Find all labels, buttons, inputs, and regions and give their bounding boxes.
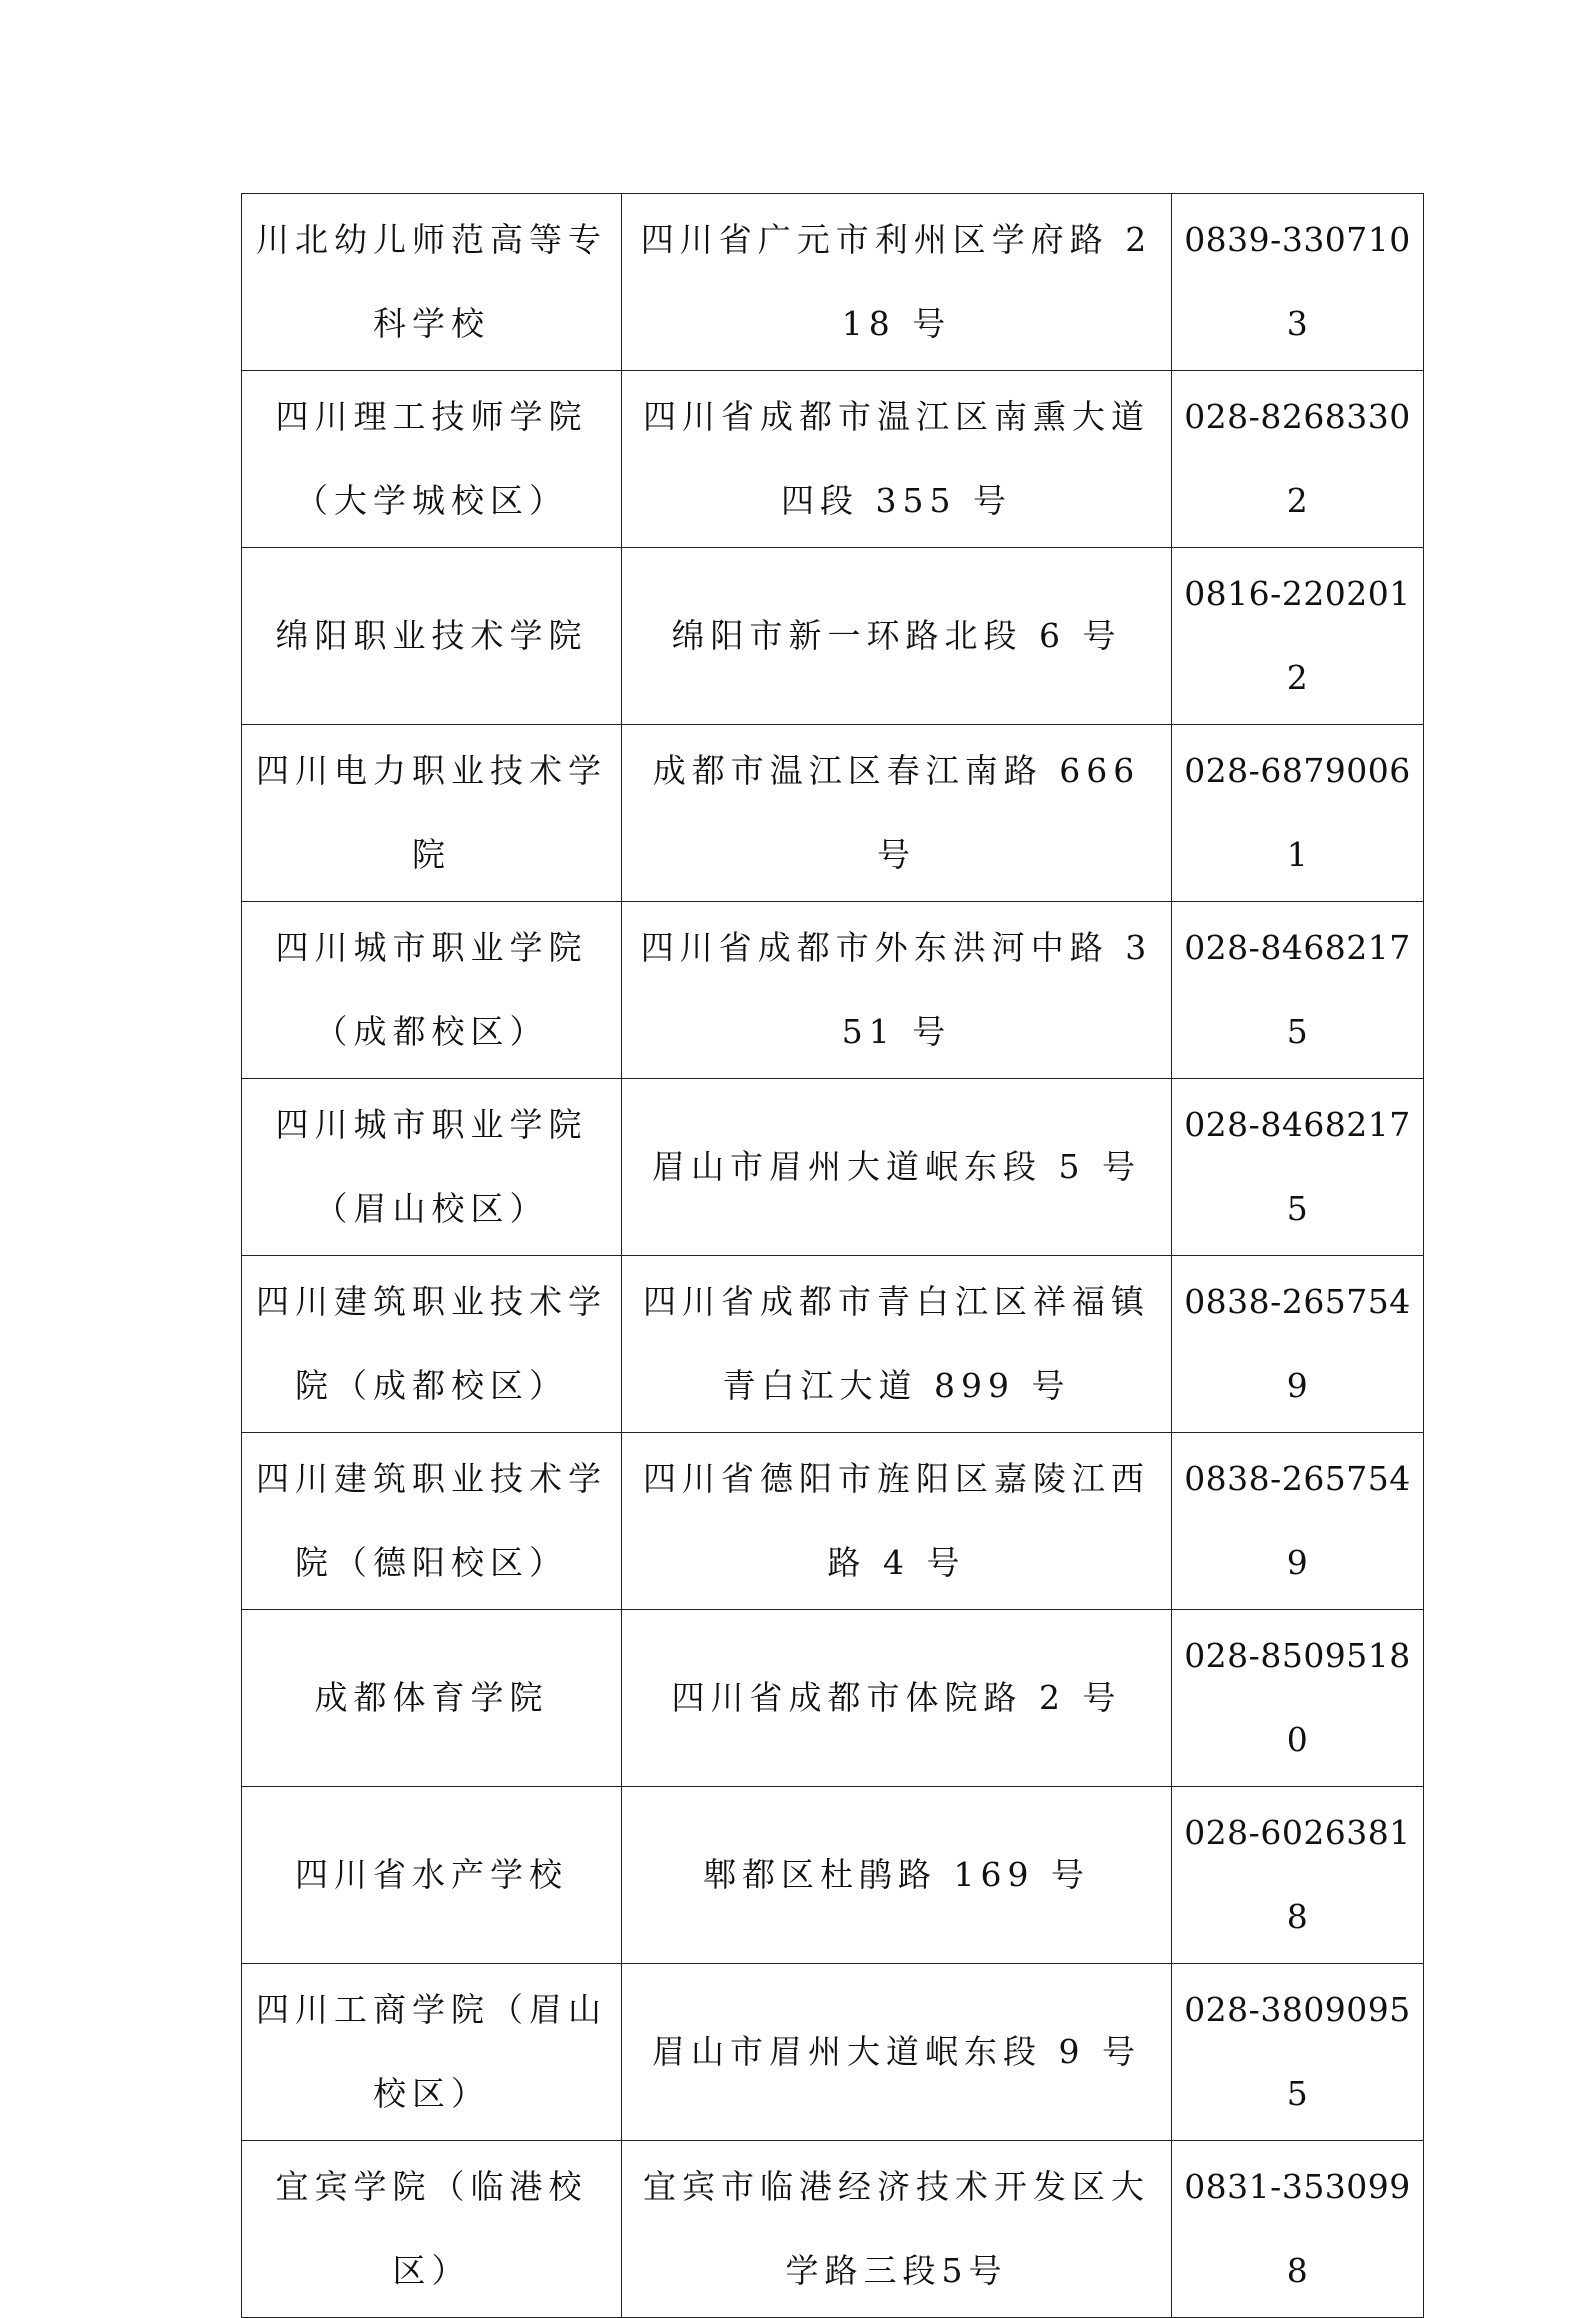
phone-cell: 0838-2657549	[1172, 1433, 1424, 1610]
table-row	[242, 371, 1424, 548]
phone-cell: 0838-2657549	[1172, 1256, 1424, 1433]
table-row	[242, 1079, 1424, 1256]
address-cell: 成都市温江区春江南路 666 号	[622, 725, 1172, 902]
school-name-cell: 四川城市职业学院（眉山校区）	[242, 1079, 622, 1256]
phone-cell: 0839-3307103	[1172, 194, 1424, 371]
school-name-cell: 四川建筑职业技术学院（成都校区）	[242, 1256, 622, 1433]
table-row	[242, 1610, 1424, 1787]
school-name-cell: 四川理工技师学院（大学城校区）	[242, 371, 622, 548]
phone-cell: 028-84682175	[1172, 902, 1424, 1079]
phone-cell: 0816-2202012	[1172, 548, 1424, 725]
school-name-cell: 川北幼儿师范高等专科学校	[242, 194, 622, 371]
school-name-cell: 四川工商学院（眉山校区）	[242, 1964, 622, 2141]
school-contact-table	[241, 193, 1424, 2318]
address-cell: 四川省德阳市旌阳区嘉陵江西路 4 号	[622, 1433, 1172, 1610]
address-cell: 四川省成都市体院路 2 号	[622, 1610, 1172, 1787]
address-cell: 四川省成都市青白江区祥福镇青白江大道 899 号	[622, 1256, 1172, 1433]
phone-cell: 028-38090955	[1172, 1964, 1424, 2141]
address-cell: 四川省成都市外东洪河中路 351 号	[622, 902, 1172, 1079]
phone-cell: 0831-3530998	[1172, 2141, 1424, 2318]
school-name-cell: 宜宾学院（临港校区）	[242, 2141, 622, 2318]
address-cell: 宜宾市临港经济技术开发区大学路三段5号	[622, 2141, 1172, 2318]
phone-cell: 028-82683302	[1172, 371, 1424, 548]
school-name-cell: 四川建筑职业技术学院（德阳校区）	[242, 1433, 622, 1610]
table-row	[242, 1256, 1424, 1433]
table-row	[242, 902, 1424, 1079]
school-name-cell: 四川城市职业学院（成都校区）	[242, 902, 622, 1079]
table-row	[242, 548, 1424, 725]
school-name-cell: 四川省水产学校	[242, 1787, 622, 1964]
address-cell: 绵阳市新一环路北段 6 号	[622, 548, 1172, 725]
phone-cell: 028-84682175	[1172, 1079, 1424, 1256]
table-row	[242, 194, 1424, 371]
address-cell: 四川省成都市温江区南熏大道四段 355 号	[622, 371, 1172, 548]
table-row	[242, 1787, 1424, 1964]
phone-cell: 028-85095180	[1172, 1610, 1424, 1787]
table-row	[242, 2141, 1424, 2318]
table-row	[242, 725, 1424, 902]
address-cell: 郫都区杜鹃路 169 号	[622, 1787, 1172, 1964]
table-row	[242, 1433, 1424, 1610]
school-name-cell: 四川电力职业技术学院	[242, 725, 622, 902]
school-name-cell: 成都体育学院	[242, 1610, 622, 1787]
address-cell: 四川省广元市利州区学府路 218 号	[622, 194, 1172, 371]
table-row	[242, 1964, 1424, 2141]
address-cell: 眉山市眉州大道岷东段 5 号	[622, 1079, 1172, 1256]
phone-cell: 028-68790061	[1172, 725, 1424, 902]
phone-cell: 028-60263818	[1172, 1787, 1424, 1964]
school-name-cell: 绵阳职业技术学院	[242, 548, 622, 725]
address-cell: 眉山市眉州大道岷东段 9 号	[622, 1964, 1172, 2141]
